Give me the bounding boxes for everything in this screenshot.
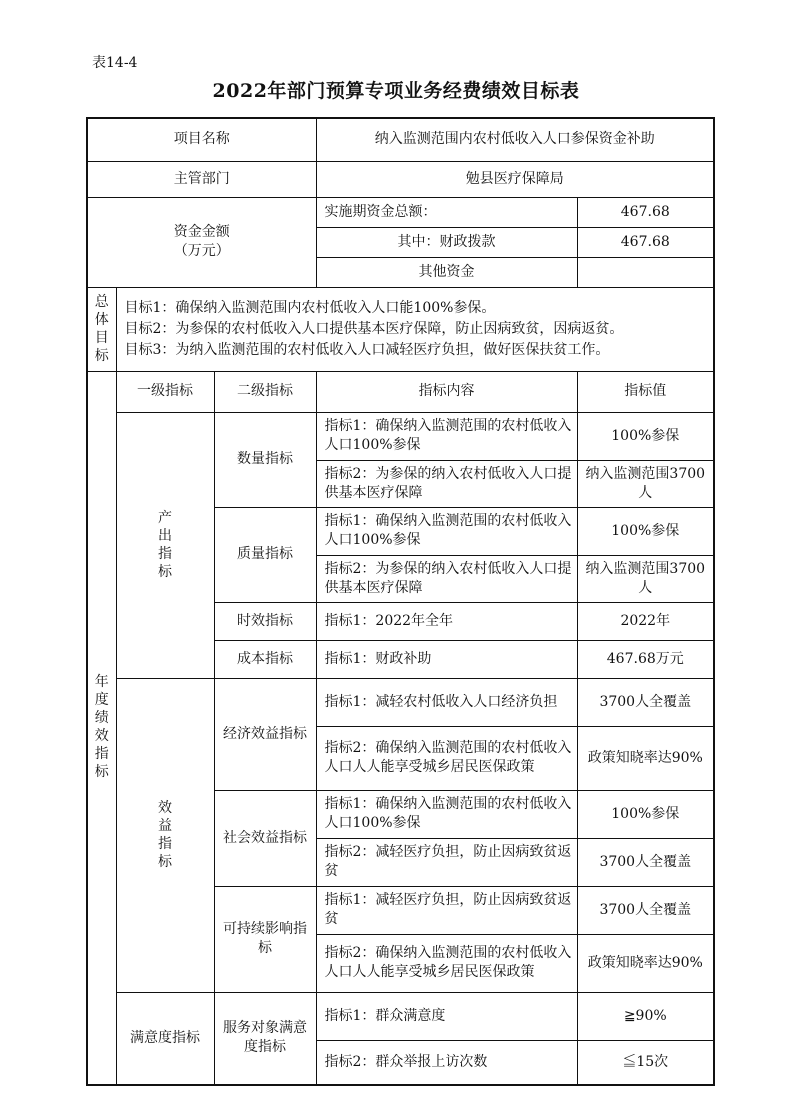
indicator-value: 3700人全覆盖: [577, 678, 714, 726]
project-name-value: 纳入监测范围内农村低收入人口参保资金补助: [316, 118, 714, 161]
indicator-value: 纳入监测范围3700人: [577, 460, 714, 507]
quality-indicator-label: 质量指标: [214, 507, 316, 602]
indicator-content: 指标2：确保纳入监测范围的农村低收入人口人人能享受城乡居民医保政策: [316, 726, 577, 790]
total-funds-value: 467.68: [577, 197, 714, 227]
project-name-label: 项目名称: [87, 118, 316, 161]
goal-item: 目标3：为纳入监测范围的农村低收入人口减轻医疗负担，做好医保扶贫工作。: [124, 341, 610, 358]
overall-goals-content: [116, 287, 714, 371]
department-value: 勉县医疗保障局: [316, 161, 714, 197]
funds-label-line1: 资金金额: [173, 224, 230, 240]
goal-item: 目标2：为参保的农村低收入人口提供基本医疗保障，防止因病致贫，因病返贫。: [124, 320, 624, 337]
indicator-value: ≦15次: [577, 1040, 714, 1085]
indicator-value: 2022年: [577, 602, 714, 640]
sustainable-indicator-label: 可持续影响指标: [214, 886, 316, 992]
indicator-value: 100%参保: [577, 412, 714, 460]
indicator-content: 指标1：2022年全年: [316, 602, 577, 640]
header-content: 指标内容: [316, 371, 577, 412]
indicator-value: 467.68万元: [577, 640, 714, 678]
indicator-value: 3700人全覆盖: [577, 886, 714, 934]
annual-indicators-label: 年度绩效指标: [87, 371, 116, 1085]
header-level2: 二级指标: [214, 371, 316, 412]
fiscal-funds-label: 其中：财政拨款: [316, 227, 577, 257]
other-funds-value: [577, 257, 714, 287]
service-satisfaction-label: 服务对象满意度指标: [214, 992, 316, 1085]
social-indicator-label: 社会效益指标: [214, 790, 316, 886]
indicator-content: 指标2：确保纳入监测范围的农村低收入人口人人能享受城乡居民医保政策: [316, 934, 577, 992]
other-funds-label: 其他资金: [316, 257, 577, 287]
indicator-content: 指标2：为参保的纳入农村低收入人口提供基本医疗保障: [316, 460, 577, 507]
timeliness-indicator-label: 时效指标: [214, 602, 316, 640]
header-value: 指标值: [577, 371, 714, 412]
indicator-content: 指标2：为参保的纳入农村低收入人口提供基本医疗保障: [316, 555, 577, 602]
overall-goals-label: 总体目标: [87, 287, 116, 371]
indicator-content: 指标1：群众满意度: [316, 992, 577, 1040]
indicator-content: 指标2：减轻医疗负担，防止因病致贫返贫: [316, 838, 577, 886]
cost-indicator-label: 成本指标: [214, 640, 316, 678]
funds-label: [87, 197, 316, 287]
indicator-content: 指标1：确保纳入监测范围的农村低收入人口100%参保: [316, 507, 577, 555]
department-label: 主管部门: [87, 161, 316, 197]
performance-target-table: [86, 117, 715, 1086]
benefit-indicators-label: 效益指标: [116, 678, 214, 992]
indicator-content: 指标1：确保纳入监测范围的农村低收入人口100%参保: [316, 790, 577, 838]
satisfaction-indicators-label: 满意度指标: [116, 992, 214, 1085]
economic-indicator-label: 经济效益指标: [214, 678, 316, 790]
indicator-content: 指标1：确保纳入监测范围的农村低收入人口100%参保: [316, 412, 577, 460]
header-level1: 一级指标: [116, 371, 214, 412]
total-funds-label: 实施期资金总额：: [316, 197, 577, 227]
indicator-value: 3700人全覆盖: [577, 838, 714, 886]
indicator-content: 指标1：减轻农村低收入人口经济负担: [316, 678, 577, 726]
indicator-content: 指标2：群众举报上访次数: [316, 1040, 577, 1085]
indicator-value: ≧90%: [577, 992, 714, 1040]
table-number: 表14-4: [92, 55, 138, 71]
fiscal-funds-value: 467.68: [577, 227, 714, 257]
indicator-content: 指标1：减轻医疗负担，防止因病致贫返贫: [316, 886, 577, 934]
page-title: 2022年部门预算专项业务经费绩效目标表: [212, 80, 580, 102]
indicator-value: 100%参保: [577, 790, 714, 838]
indicator-content: 指标1：财政补助: [316, 640, 577, 678]
goal-item: 目标1：确保纳入监测范围内农村低收入人口能100%参保。: [124, 299, 496, 316]
indicator-value: 政策知晓率达90%: [577, 934, 714, 992]
indicator-value: 纳入监测范围3700人: [577, 555, 714, 602]
output-indicators-label: 产出指标: [116, 412, 214, 678]
indicator-value: 政策知晓率达90%: [577, 726, 714, 790]
funds-label-line2: （万元）: [173, 243, 230, 259]
quantity-indicator-label: 数量指标: [214, 412, 316, 507]
indicator-value: 100%参保: [577, 507, 714, 555]
